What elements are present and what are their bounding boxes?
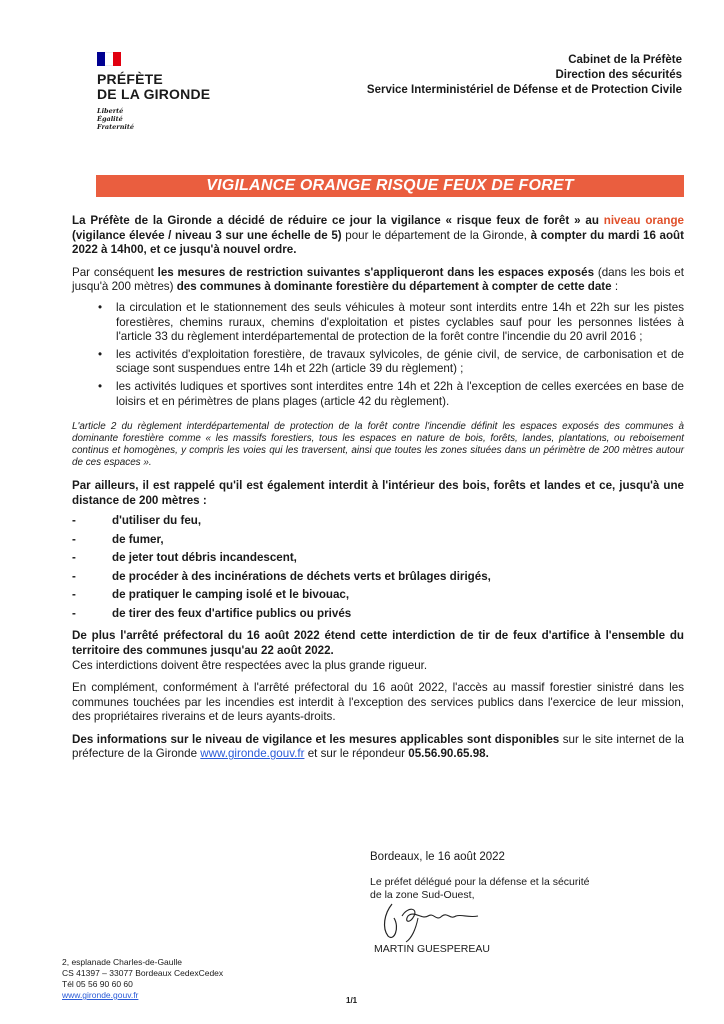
effective-date: à compter du mardi 16 août 2022 à 14h00, et ce jusqu'à nouvel ordre. bbox=[72, 228, 684, 257]
direction-label: Direction des sécurités bbox=[555, 69, 682, 81]
list-item: - de pratiquer le camping isolé et le bivouac, bbox=[72, 586, 684, 605]
complement-paragraph: En complément, conformément à l'arrêté préfectoral du 16 août 2022, l'accès au massif forestier sinistré dans les communes touchées par les incendies est interdit à l'exception des services publics dans l'exercice de leur mission, des propriétaires riverains et de leurs ayants-droits. bbox=[72, 681, 684, 724]
address-footer bbox=[62, 957, 223, 1001]
list-item: - de procéder à des incinérations de déchets verts et brûlages dirigés, bbox=[72, 568, 684, 587]
list-item: - de tirer des feux d'artifice publics ou privés bbox=[72, 605, 684, 624]
cabinet-label: Cabinet de la Préfète bbox=[568, 54, 682, 66]
reminder-lead: Par ailleurs, bbox=[72, 479, 139, 493]
level-highlight: niveau orange bbox=[603, 214, 684, 227]
prefecture-logo bbox=[97, 52, 237, 131]
list-item: • les activités d'exploitation forestière, de travaux sylvicoles, de génie civil, de service, de carbonisation et de sciage sont suspendues entre 14h et 22h (article 39 du règlement) ; bbox=[72, 348, 684, 377]
info-text: Des informations sur le niveau de vigilance et les mesures applicables sont disponibles bbox=[72, 732, 560, 746]
restrictions-paragraph bbox=[72, 266, 684, 295]
footer-website-link[interactable]: www.gironde.gouv.fr bbox=[62, 990, 139, 1000]
phone-line: Tél 05 56 90 60 60 bbox=[62, 979, 133, 989]
restrictions-colon: : bbox=[611, 280, 619, 294]
signatory-name: MARTIN GUESPEREAU bbox=[374, 943, 490, 955]
motto-egalite: Égalité bbox=[97, 115, 123, 123]
rigor-text: Ces interdictions doivent être respectées avec la plus grande rigueur. bbox=[72, 658, 428, 672]
signatory-role-2: de la zone Sud-Ouest, bbox=[370, 889, 475, 901]
motto-fraternite: Fraternité bbox=[97, 123, 135, 131]
issuing-service bbox=[367, 53, 682, 98]
list-item: - d'utiliser du feu, bbox=[72, 512, 684, 531]
motto-liberte: Liberté bbox=[97, 107, 124, 115]
intro-text: La Préfète de la Gironde a décidé de réduire ce jour la vigilance « risque feux de forêt » au bbox=[72, 214, 599, 227]
logo-line-2: DE LA GIRONDE bbox=[97, 86, 211, 102]
reminder-text: il est rappelé qu'il est également interdit à l'intérieur des bois, forêts et landes et ce, jusqu'à une distance de 200 mètres : bbox=[72, 479, 684, 507]
signature-date: Bordeaux, le 16 août 2022 bbox=[370, 851, 505, 863]
document-body bbox=[72, 214, 684, 770]
logo-line-1: PRÉFÈTE bbox=[97, 71, 163, 87]
signatory-role-1: Le préfet délégué pour la défense et la sécurité bbox=[370, 876, 590, 888]
handwritten-signature-icon bbox=[378, 898, 498, 944]
alert-banner: VIGILANCE ORANGE RISQUE FEUX DE FORET bbox=[96, 175, 684, 197]
prefecture-website-link[interactable]: www.gironde.gouv.fr bbox=[200, 747, 305, 761]
info-site-text: sur le site internet de la préfecture de la Gironde bbox=[72, 732, 684, 761]
article-2-note: L'article 2 du règlement interdépartemental de protection de la forêt contre l'incendie définit les espaces exposés des communes à dominante forestière comme « les massifs forestiers, tous les espaces en nature de bois, forêts, landes, plantations, ou reboisement continus et homogènes, y compris les voies qui les traversent, ainsi que toutes les zones situées dans un périmètre de 200 mètres autour de ces espaces ». bbox=[72, 421, 684, 469]
restrictions-range: (dans les bois et jusqu'à 200 mètres) bbox=[72, 265, 684, 294]
reminder-paragraph bbox=[72, 479, 684, 508]
address-line: CS 41397 – 33077 Bordeaux CedexCedex bbox=[62, 968, 224, 978]
info-phone-text: et sur le répondeur bbox=[307, 747, 406, 761]
address-line: 2, esplanade Charles-de-Gaulle bbox=[62, 957, 183, 967]
level-detail: (vigilance élevée / niveau 3 sur une échelle de 5) bbox=[72, 228, 342, 242]
list-item: • les activités ludiques et sportives sont interdites entre 14h et 22h à l'exception de celles exercées en base de loisirs et en périmètres de plans plages (article 42 du règlement). bbox=[72, 380, 684, 409]
list-item: • la circulation et le stationnement des seuls véhicules à moteur sont interdits entre 14h et 22h sur les pistes forestières, chemins ruraux, chemins d'exploitation et pistes cyclables sauf pour les personnes listées à l'article 33 du règlement interdépartemental de protection de la forêt contre l'incendie du 20 avril 2016 ; bbox=[72, 301, 684, 345]
service-label: Service Interministériel de Défense et de Protection Civile bbox=[366, 84, 682, 96]
french-flag-icon bbox=[97, 52, 121, 66]
intro-scope: pour le département de la Gironde, bbox=[345, 228, 528, 242]
list-item: - de jeter tout débris incandescent, bbox=[72, 549, 684, 568]
restrictions-list bbox=[72, 301, 684, 409]
restrictions-scope: des communes à dominante forestière du département à compter de cette date bbox=[176, 280, 612, 294]
signature-block bbox=[370, 850, 670, 955]
fireworks-text: De plus l'arrêté préfectoral du 16 août 2022 étend cette interdiction de tir de feux d'artifice à l'ensemble du territoire des communes jusqu'au 22 août 2022. bbox=[72, 629, 684, 657]
republic-motto bbox=[97, 107, 237, 131]
intro-paragraph bbox=[72, 214, 684, 258]
phone-number: 05.56.90.65.98. bbox=[408, 747, 489, 761]
prohibitions-list bbox=[72, 512, 684, 623]
list-item: - de fumer, bbox=[72, 531, 684, 550]
fireworks-paragraph bbox=[72, 629, 684, 673]
page-number: 1/1 bbox=[346, 996, 358, 1005]
restrictions-text: les mesures de restriction suivantes s'appliqueront dans les espaces exposés bbox=[157, 265, 595, 279]
info-paragraph bbox=[72, 733, 684, 762]
restrictions-lead: Par conséquent bbox=[72, 265, 154, 279]
